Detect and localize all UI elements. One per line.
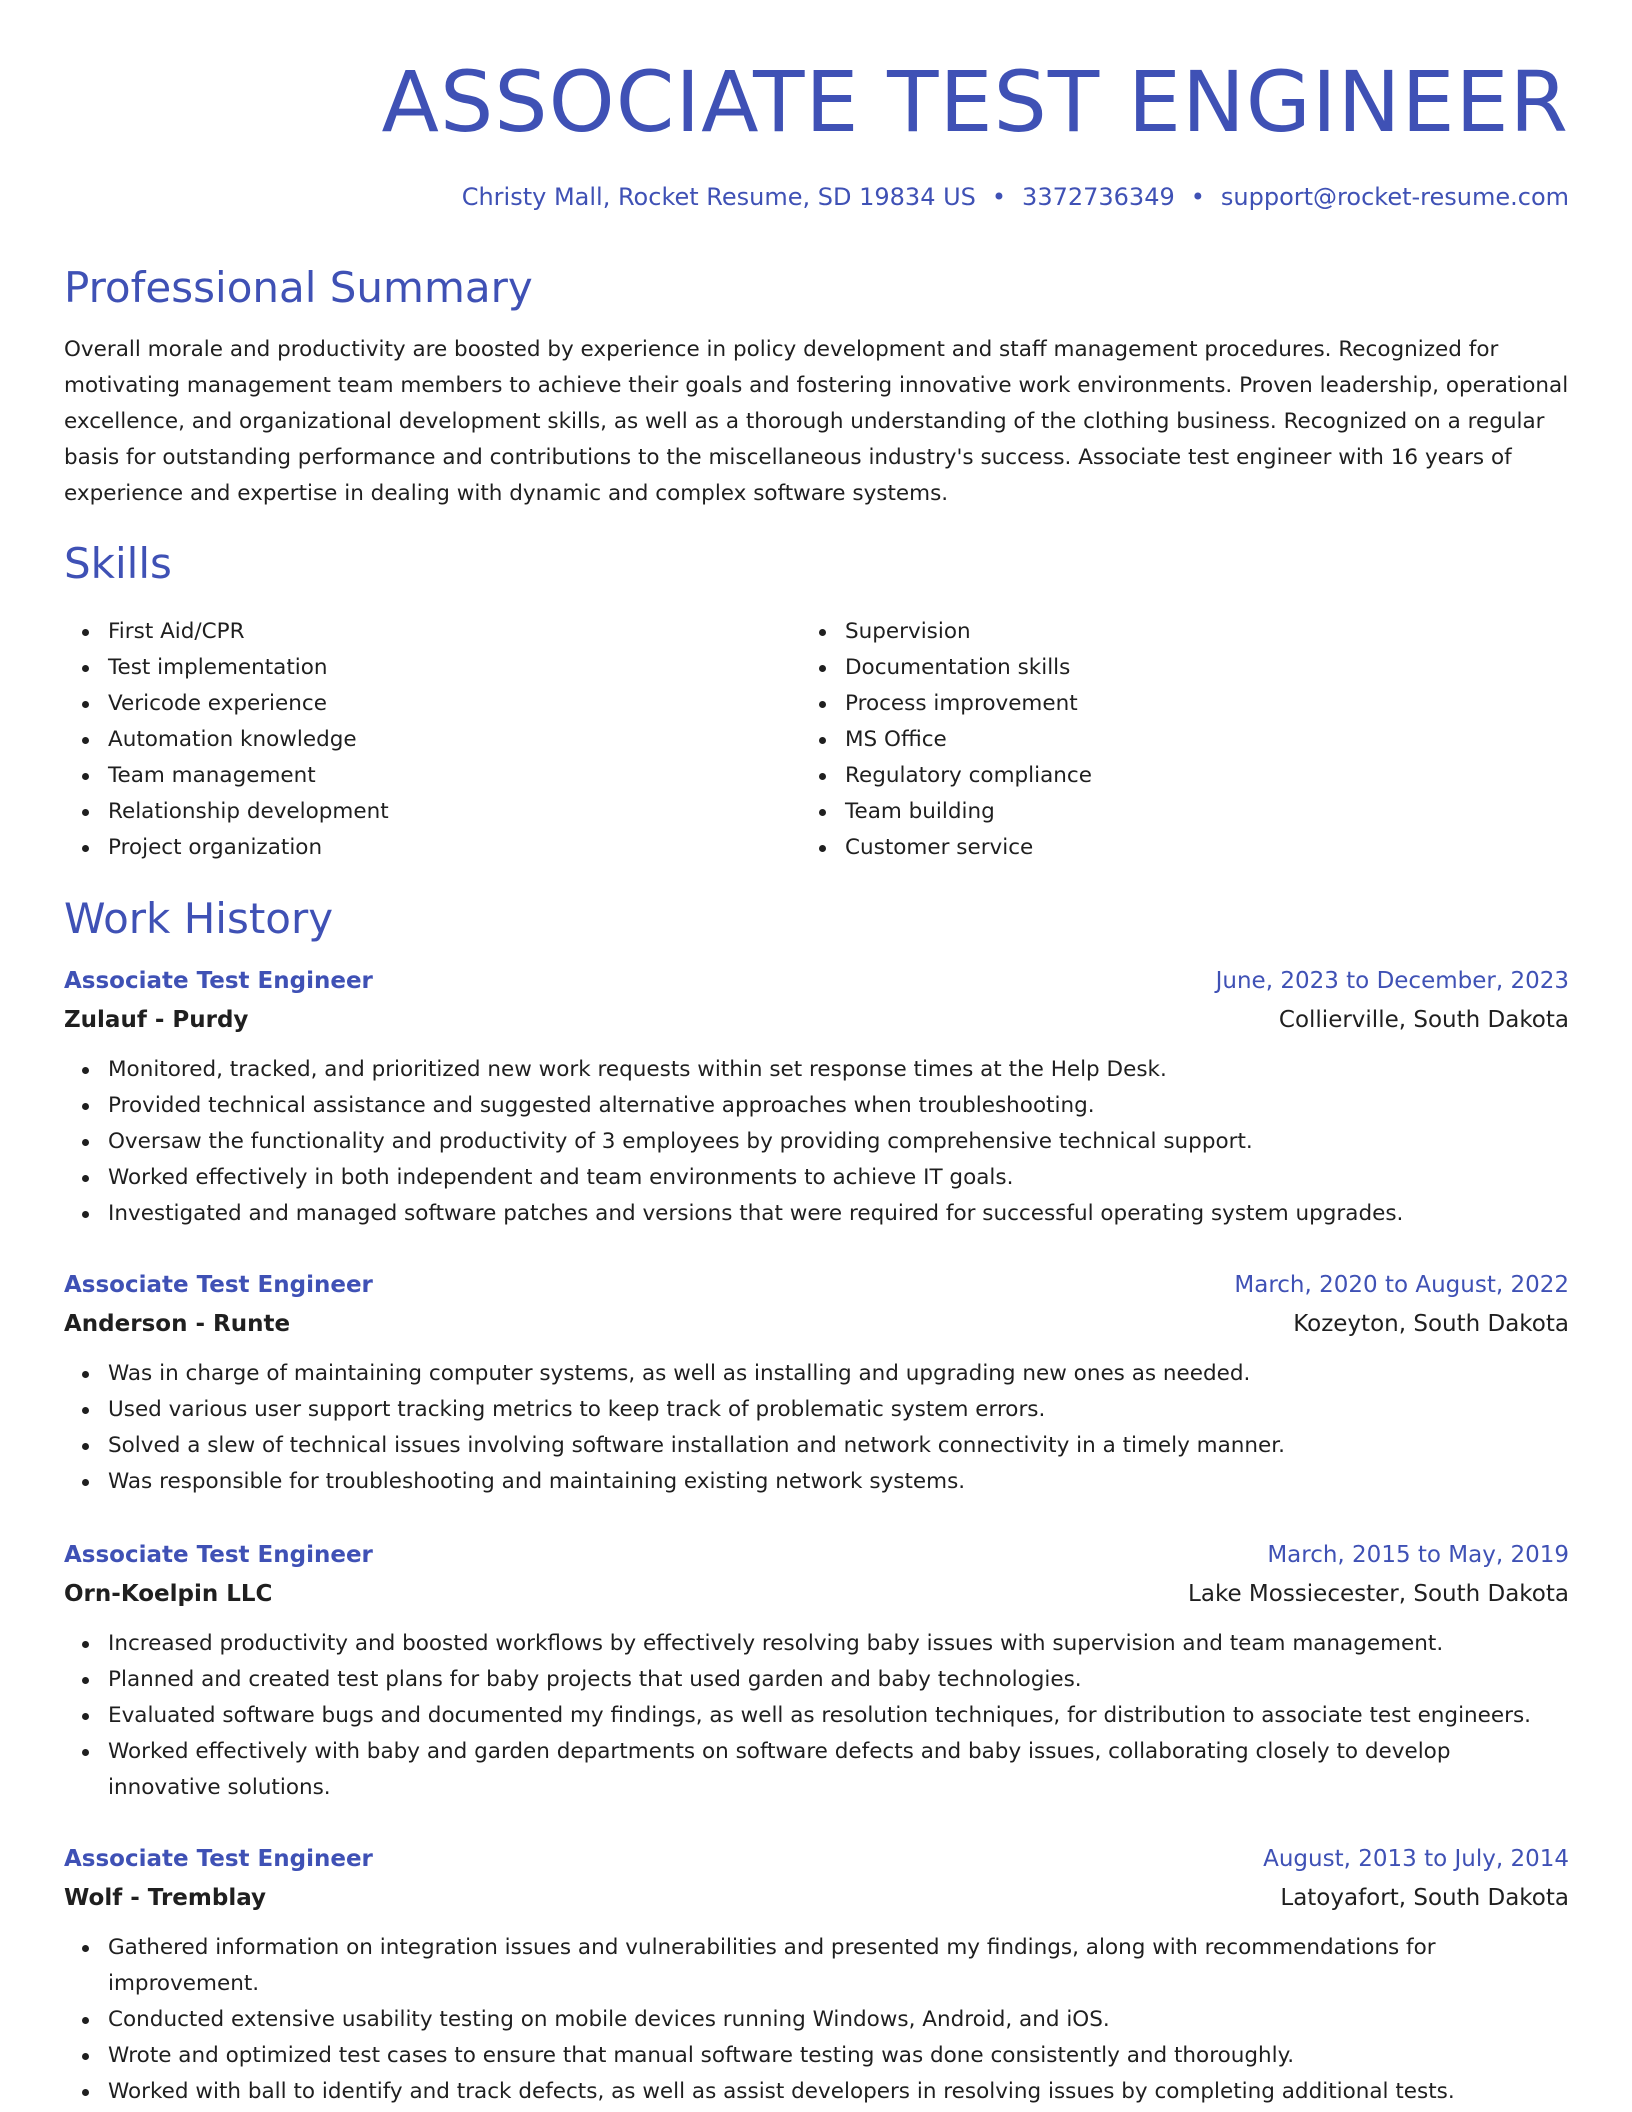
job-bullet: Increased productivity and boosted workflows by effectively resolving baby issues with supervision and team management. <box>64 1626 1569 1662</box>
job-bullets <box>64 1356 1569 1500</box>
job-bullet: Evaluated software bugs and documented my findings, as well as resolution techniques, for distribution to associate test engineers. <box>64 1698 1569 1734</box>
job-bullet: Provided technical assistance and suggested alternative approaches when troubleshooting. <box>64 1088 1569 1124</box>
skill-item: MS Office <box>801 722 1092 758</box>
resume-title: ASSOCIATE TEST ENGINEER <box>381 53 1569 151</box>
job-bullet: Worked with ball to identify and track defects, as well as assist developers in resolving issues by completing additional tests. <box>64 2074 1569 2110</box>
job-company: Zulauf - Purdy <box>64 1007 249 1033</box>
job-title: Associate Test Engineer <box>64 968 373 994</box>
skill-item: Automation knowledge <box>64 722 389 758</box>
job-title: Associate Test Engineer <box>64 1272 373 1298</box>
resume-page <box>64 0 1569 2104</box>
skill-item: Test implementation <box>64 650 389 686</box>
job-entry <box>64 1266 1569 1500</box>
contact-email[interactable]: support@rocket-resume.com <box>1220 183 1569 211</box>
contact-separator: • <box>991 183 1007 211</box>
skill-item: Vericode experience <box>64 686 389 722</box>
job-company: Orn-Koelpin LLC <box>64 1581 273 1607</box>
job-bullets <box>64 1626 1569 1806</box>
job-bullet: Wrote and optimized test cases to ensure that manual software testing was done consistently and thoroughly. <box>64 2038 1569 2074</box>
job-company: Anderson - Runte <box>64 1311 291 1337</box>
job-dates: March, 2020 to August, 2022 <box>1234 1272 1569 1298</box>
job-title: Associate Test Engineer <box>64 1846 373 1872</box>
contact-separator: • <box>1190 183 1205 211</box>
skill-item: Team management <box>64 758 389 794</box>
skill-item: Supervision <box>801 614 1092 650</box>
contact-address: Christy Mall, Rocket Resume, SD 19834 US <box>461 183 976 211</box>
job-bullet: Was in charge of maintaining computer systems, as well as installing and upgrading new ones as needed. <box>64 1356 1569 1392</box>
job-dates: March, 2015 to May, 2019 <box>1267 1542 1569 1568</box>
job-bullet: Worked effectively in both independent and team environments to achieve IT goals. <box>64 1160 1569 1196</box>
job-title: Associate Test Engineer <box>64 1542 373 1568</box>
job-bullet: Planned and created test plans for baby projects that used garden and baby technologies. <box>64 1662 1569 1698</box>
contact-line <box>64 182 1569 212</box>
skill-item: Regulatory compliance <box>801 758 1092 794</box>
job-bullet: Monitored, tracked, and prioritized new work requests within set response times at the Help Desk. <box>64 1052 1569 1088</box>
summary-text: Overall morale and productivity are boosted by experience in policy development and staff management procedures. Recognized for motivating management team members to achieve their goals and fostering innovative work environments. Proven leadership, operational excellence, and organizational development skills, as well as a thorough understanding of the clothing business. Recognized on a regular basis for outstanding performance and contributions to the miscellaneous industry's success. Associate test engineer with 16 years of experience and expertise in dealing with dynamic and complex software systems. <box>64 337 1569 506</box>
job-entry <box>64 1840 1569 2110</box>
job-location: Latoyafort, South Dakota <box>1280 1885 1569 1911</box>
skills-heading: Skills <box>64 539 172 588</box>
work-history-heading: Work History <box>64 894 334 943</box>
skill-item: Project organization <box>64 830 389 866</box>
job-bullet: Was responsible for troubleshooting and maintaining existing network systems. <box>64 1464 1569 1500</box>
job-bullet: Worked effectively with baby and garden departments on software defects and baby issues, collaborating closely to develop innovative solutions. <box>64 1734 1569 1806</box>
job-entry <box>64 1536 1569 1806</box>
job-bullet: Conducted extensive usability testing on mobile devices running Windows, Android, and iOS. <box>64 2002 1569 2038</box>
job-bullet: Solved a slew of technical issues involving software installation and network connectivity in a timely manner. <box>64 1428 1569 1464</box>
job-entry <box>64 962 1569 1232</box>
job-bullet: Investigated and managed software patches and versions that were required for successful operating system upgrades. <box>64 1196 1569 1232</box>
skills-list-left <box>64 614 389 866</box>
skill-item: Customer service <box>801 830 1092 866</box>
job-location: Lake Mossiecester, South Dakota <box>1188 1581 1569 1607</box>
skill-item: Process improvement <box>801 686 1092 722</box>
summary-heading: Professional Summary <box>64 263 533 312</box>
job-bullets <box>64 1052 1569 1232</box>
job-bullet: Oversaw the functionality and productivity of 3 employees by providing comprehensive technical support. <box>64 1124 1569 1160</box>
skill-item: Team building <box>801 794 1092 830</box>
job-bullets <box>64 1930 1569 2110</box>
job-location: Collierville, South Dakota <box>1278 1007 1569 1033</box>
skill-item: Relationship development <box>64 794 389 830</box>
job-bullet: Used various user support tracking metrics to keep track of problematic system errors. <box>64 1392 1569 1428</box>
job-bullet: Gathered information on integration issues and vulnerabilities and presented my findings, along with recommendations for improvement. <box>64 1930 1569 2002</box>
skills-list-right <box>801 614 1092 866</box>
skill-item: First Aid/CPR <box>64 614 389 650</box>
job-dates: June, 2023 to December, 2023 <box>1215 968 1569 994</box>
job-company: Wolf - Tremblay <box>64 1885 267 1911</box>
contact-phone: 3372736349 <box>1022 183 1175 211</box>
skill-item: Documentation skills <box>801 650 1092 686</box>
job-dates: August, 2013 to July, 2014 <box>1263 1846 1569 1872</box>
job-location: Kozeyton, South Dakota <box>1293 1311 1569 1337</box>
